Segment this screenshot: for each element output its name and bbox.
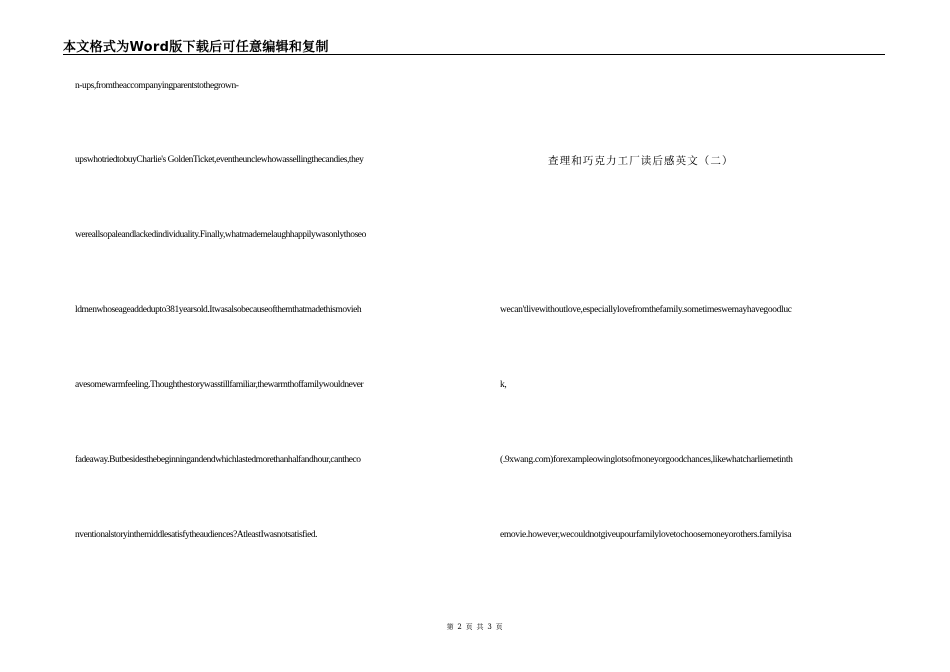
body-line: ldmenwhoseageaddedupto381yearsold.Itwasalsobecauseofthemthatmadethismovieh	[75, 305, 362, 315]
body-line: avesomewarmfeeling.Thoughthestorywasstillfamiliar,thewarmthoffamilywouldnever	[75, 380, 364, 390]
header-rule	[63, 54, 885, 55]
body-line: emovie.however,wecouldnotgiveupourfamilylovetochoosemoneyorothers.familyisa	[500, 530, 792, 540]
body-line: fadeaway.Butbesidesthebeginningandendwhichlastedmorethanhalfandhour,cantheco	[75, 455, 361, 465]
body-line: nventionalstoryinthemiddlesatisfytheaudiences?AtleastIwasnotsatisfied.	[75, 530, 318, 540]
body-line: (.9xwang.com)forexampleowinglotsofmoneyorgoodchances,likewhatcharliemetinth	[500, 455, 793, 465]
body-line: k,	[500, 380, 507, 390]
body-line: upswhotriedtobuyCharlie's GoldenTicket,eventheunclewhowassellingthecandies,they	[75, 155, 364, 165]
body-line: wereallsopaleandlackedindividuality.Finally,whatmademelaughhappilywasonlythoseo	[75, 230, 366, 240]
document-header: 本文格式为Word版下载后可任意编辑和复制	[63, 40, 329, 55]
section-title: 查理和巧克力工厂读后感英文（二）	[548, 155, 734, 167]
page-number: 第 2 页 共 3 页	[446, 623, 504, 631]
body-line: n-ups,fromtheaccompanyingparentstothegrown-	[75, 81, 239, 91]
body-line: wecan'tlivewithoutlove,especiallylovefromthefamily.sometimeswemayhavegoodluc	[500, 305, 792, 315]
